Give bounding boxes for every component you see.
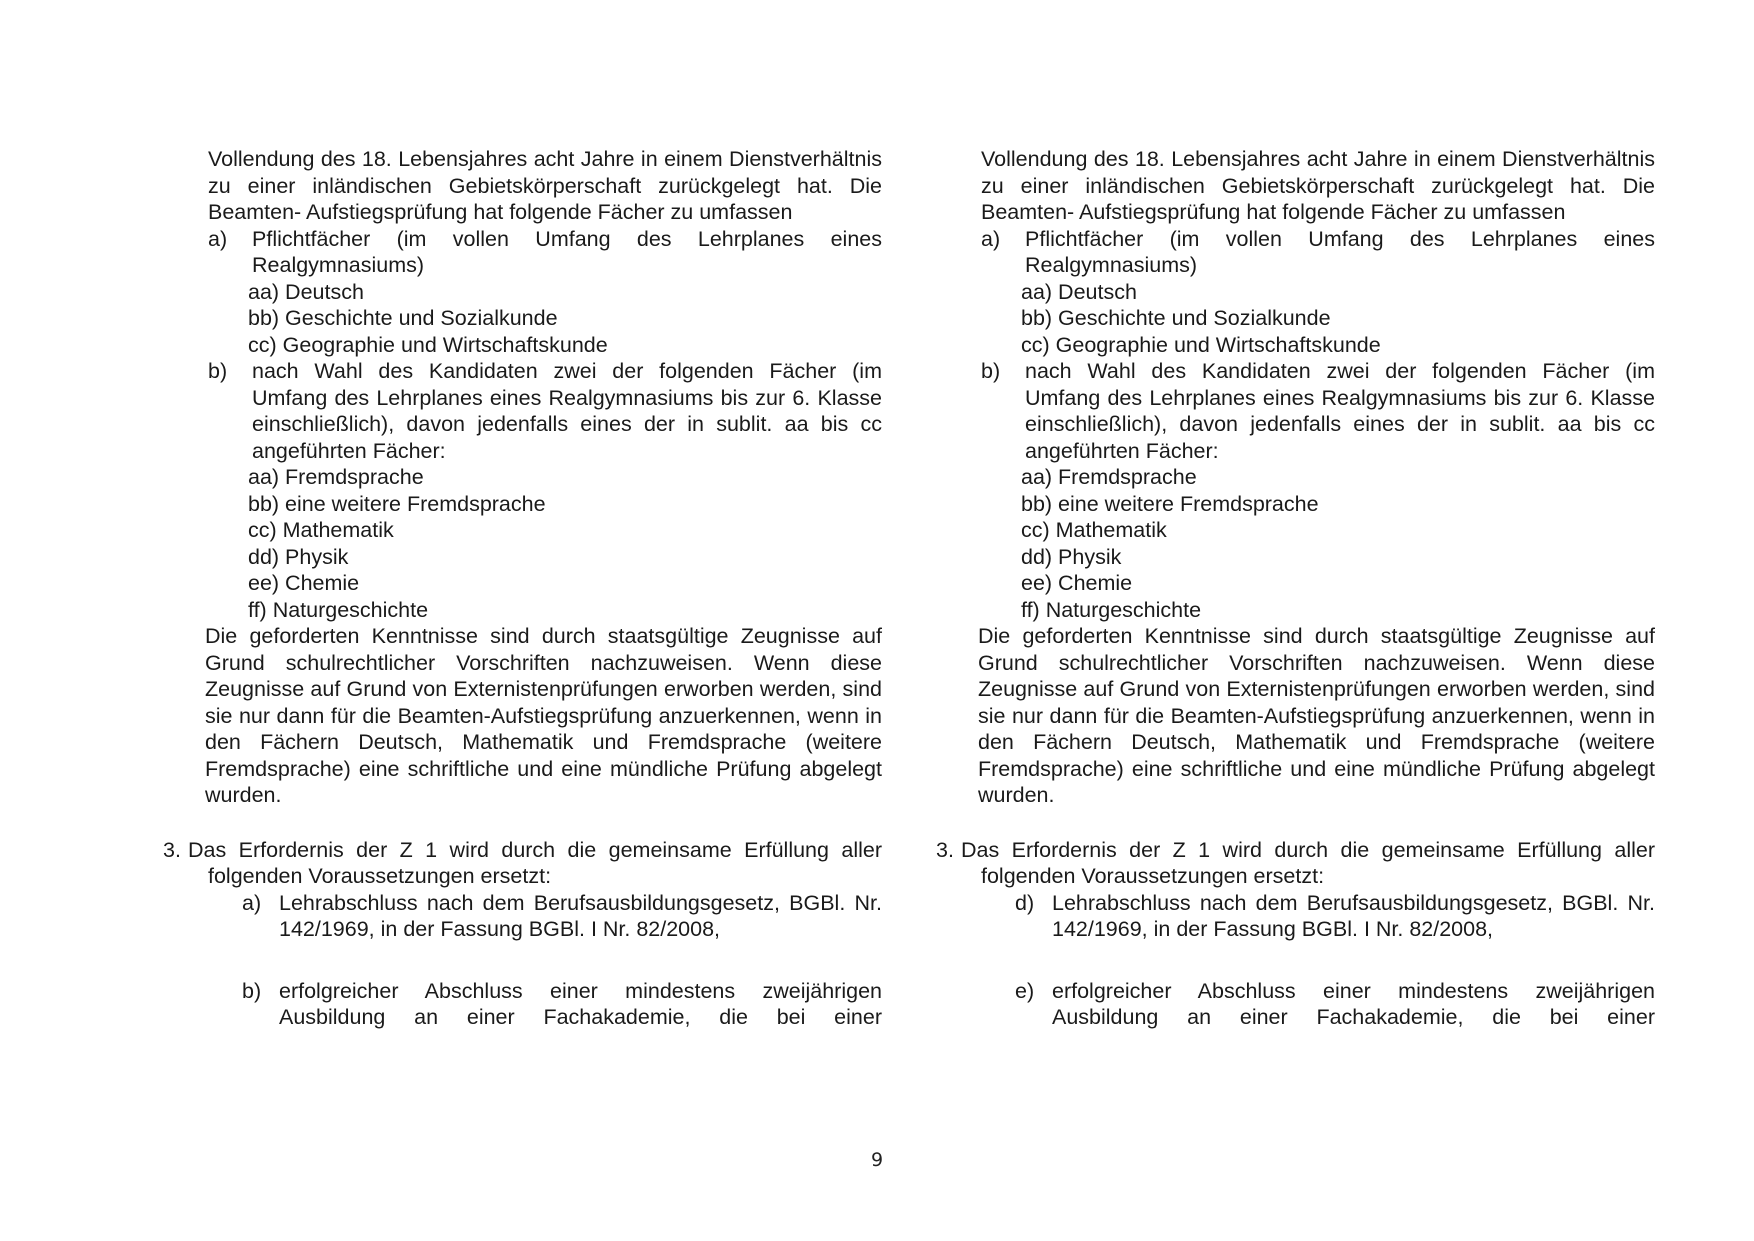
- subject-list-b: [1021, 464, 1713, 623]
- requirements-paragraph: Die geforderten Kenntnisse sind durch staatsgültige Zeugnisse auf Grund schulrechtlicher Vorschriften nachzuweisen. Wenn diese Zeugnisse auf Grund von Externistenprüfungen erworben werden, sind sie nur dann für die Beamten-Aufstiegsprüfung anzuerkennen, wenn in den Fächern Deutsch, Mathematik und Fremdsprache (weitere Fremdsprache) eine schriftliche und eine mündliche Prüfung abgelegt wurden.: [978, 624, 1655, 807]
- right-column: [933, 146, 1713, 1031]
- item-a-text: Pflichtfächer (im vollen Umfang des Lehrplanes eines Realgymnasiums): [252, 226, 882, 277]
- list-item: ff) Naturgeschichte: [1021, 597, 1202, 622]
- item-a-label: a): [208, 226, 228, 251]
- list-item: bb) eine weitere Fremdsprache: [248, 491, 546, 516]
- requirement-2: [242, 978, 882, 1031]
- requirement-2-label: b): [242, 978, 262, 1003]
- item-a-text: Pflichtfächer (im vollen Umfang des Lehrplanes eines Realgymnasiums): [1025, 226, 1655, 277]
- list-item: aa) Fremdsprache: [1021, 465, 1197, 489]
- list-item: bb) eine weitere Fremdsprache: [1021, 491, 1319, 516]
- requirement-1-label: d): [1015, 890, 1035, 915]
- requirement-2-text: erfolgreicher Abschluss einer mindestens zweijährigen Ausbildung an einer Fachakademie, die bei einer: [279, 978, 882, 1029]
- requirement-2: [1015, 978, 1655, 1031]
- section-3-line1: Das Erfordernis der Z 1 wird durch die gemeinsame Erfüllung aller: [961, 837, 1655, 862]
- list-item: dd) Physik: [248, 544, 349, 569]
- list-item: aa) Fremdsprache: [248, 465, 424, 489]
- section-3-number: 3.: [936, 837, 954, 862]
- subject-list-a: [248, 279, 940, 359]
- list-item: bb) Geschichte und Sozialkunde: [1021, 306, 1331, 330]
- list-item: ff) Naturgeschichte: [248, 597, 429, 622]
- requirement-1-text: Lehrabschluss nach dem Berufsausbildungsgesetz, BGBl. Nr. 142/1969, in der Fassung BGBl. I Nr. 82/2008,: [279, 890, 882, 941]
- item-b-label: b): [208, 359, 228, 383]
- list-item: aa) Deutsch: [248, 279, 364, 304]
- item-b-label: b): [981, 359, 1001, 383]
- section-3: [160, 837, 882, 890]
- item-a: [981, 226, 1655, 279]
- list-item: cc) Geographie und Wirtschaftskunde: [1021, 332, 1381, 357]
- requirements-paragraph: Die geforderten Kenntnisse sind durch staatsgültige Zeugnisse auf Grund schulrechtlicher Vorschriften nachzuweisen. Wenn diese Zeugnisse auf Grund von Externistenprüfungen erworben werden, sind sie nur dann für die Beamten-Aufstiegsprüfung anzuerkennen, wenn in den Fächern Deutsch, Mathematik und Fremdsprache (weitere Fremdsprache) eine schriftliche und eine mündliche Prüfung abgelegt wurden.: [205, 624, 882, 807]
- item-b: [981, 358, 1655, 464]
- section-3-line1: Das Erfordernis der Z 1 wird durch die gemeinsame Erfüllung aller: [188, 837, 882, 862]
- section-3-number: 3.: [163, 837, 181, 862]
- list-item: dd) Physik: [1021, 544, 1122, 569]
- list-item: aa) Deutsch: [1021, 279, 1137, 304]
- list-item: cc) Geographie und Wirtschaftskunde: [248, 332, 608, 357]
- section-3-line2: folgenden Voraussetzungen ersetzt:: [208, 864, 552, 888]
- list-item: cc) Mathematik: [1021, 518, 1167, 542]
- subject-list-b: [248, 464, 940, 623]
- intro-paragraph: Vollendung des 18. Lebensjahres acht Jahre in einem Dienstverhältnis zu einer inländischen Gebietskörperschaft zurückgelegt hat. Die Beamten- Aufstiegsprüfung hat folgende Fächer zu umfassen: [981, 147, 1655, 224]
- list-item: ee) Chemie: [1021, 571, 1133, 595]
- item-b-text: nach Wahl des Kandidaten zwei der folgenden Fächer (im Umfang des Lehrplanes eines Realgymnasiums bis zur 6. Klasse einschließlich), davon jedenfalls eines der in sublit. aa bis cc angeführten Fächer:: [1025, 359, 1655, 463]
- requirement-1-label: a): [242, 890, 262, 915]
- page-number: 9: [870, 1149, 884, 1171]
- list-item: ee) Chemie: [248, 571, 360, 595]
- left-column: [160, 146, 940, 1031]
- item-b: [208, 358, 882, 464]
- requirement-2-text: erfolgreicher Abschluss einer mindestens zweijährigen Ausbildung an einer Fachakademie, die bei einer: [1052, 978, 1655, 1029]
- intro-paragraph: Vollendung des 18. Lebensjahres acht Jahre in einem Dienstverhältnis zu einer inländischen Gebietskörperschaft zurückgelegt hat. Die Beamten- Aufstiegsprüfung hat folgende Fächer zu umfassen: [208, 147, 882, 224]
- item-a: [208, 226, 882, 279]
- list-item: cc) Mathematik: [248, 518, 394, 542]
- subject-list-a: [1021, 279, 1713, 359]
- item-b-text: nach Wahl des Kandidaten zwei der folgenden Fächer (im Umfang des Lehrplanes eines Realgymnasiums bis zur 6. Klasse einschließlich), davon jedenfalls eines der in sublit. aa bis cc angeführten Fächer:: [252, 359, 882, 463]
- list-item: bb) Geschichte und Sozialkunde: [248, 306, 558, 330]
- section-3: [933, 837, 1655, 890]
- requirement-1: [1015, 890, 1655, 943]
- section-3-line2: folgenden Voraussetzungen ersetzt:: [981, 864, 1325, 888]
- item-a-label: a): [981, 226, 1001, 251]
- requirement-1-text: Lehrabschluss nach dem Berufsausbildungsgesetz, BGBl. Nr. 142/1969, in der Fassung BGBl. I Nr. 82/2008,: [1052, 890, 1655, 941]
- requirement-1: [242, 890, 882, 943]
- requirement-2-label: e): [1015, 978, 1035, 1003]
